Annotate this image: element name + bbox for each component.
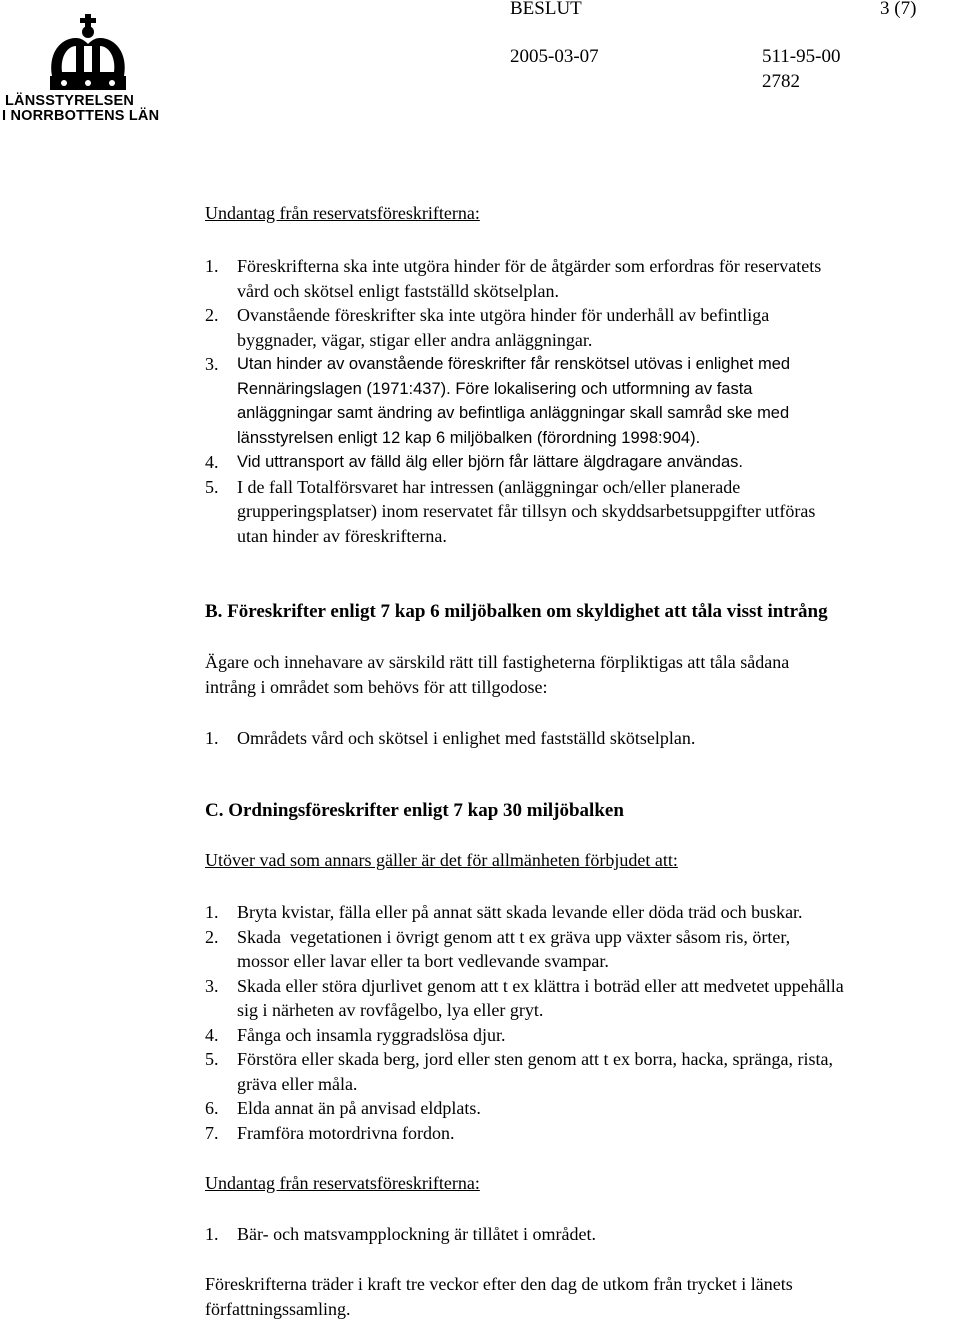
list-item <box>205 726 695 751</box>
exceptions-list-c <box>205 1222 596 1247</box>
item-number: 1. <box>205 902 219 922</box>
item-line: grupperingsplatser) inom reservatet får tillsyn och skyddsarbetsuppgifter utföras <box>237 501 816 521</box>
item-line: Skada eller störa djurlivet genom att t ex klättra i boträd eller att medvetet uppehålla <box>237 975 844 996</box>
item-line: Utan hinder av ovanstående föreskrifter får renskötsel utövas i enlighet med <box>237 355 791 373</box>
list-item <box>205 900 844 925</box>
item-line: Framföra motordrivna fordon. <box>237 1122 455 1143</box>
intro-line: intrång i området som behövs för att tillgodose: <box>205 676 548 697</box>
item-number: 6. <box>205 1098 219 1118</box>
intro-line: Ägare och innehavare av särskild rätt till fastigheterna förpliktigas att tåla sådana <box>205 652 790 672</box>
list-item <box>205 1047 844 1096</box>
exceptions-heading-a: Undantag från reservatsföreskrifterna: <box>205 203 480 223</box>
doc-date: 2005-03-07 <box>510 46 599 67</box>
section-c-list <box>205 900 844 1145</box>
section-c-intro: Utöver vad som annars gäller är det för allmänheten förbjudet att: <box>205 850 678 870</box>
item-number: 2. <box>205 926 219 947</box>
page-number: 3 (7) <box>880 0 917 19</box>
section-b-heading: B. Föreskrifter enligt 7 kap 6 miljöbalken om skyldighet att tåla visst intrång <box>205 601 828 622</box>
doc-type: BESLUT <box>510 0 582 19</box>
item-line: mossor eller lavar eller ta bort vedlevande svampar. <box>237 951 609 971</box>
item-line: Ovanstående föreskrifter ska inte utgöra hinder för underhåll av befintliga <box>237 305 770 325</box>
item-line: utan hinder av föreskrifterna. <box>237 525 447 546</box>
closing-line: författningssamling. <box>205 1298 351 1319</box>
list-item <box>205 1096 844 1121</box>
item-line: I de fall Totalförsvaret har intressen (anläggningar och/eller planerade <box>237 476 741 497</box>
agency-name <box>0 94 176 124</box>
item-line: Vid uttransport av fälld älg eller björn får lättare älgdragare användas. <box>237 453 743 471</box>
agency-name-line1: LÄNSSTYRELSEN <box>5 93 135 109</box>
list-item <box>205 974 844 1023</box>
list-item <box>205 475 821 549</box>
doc-reference-2: 2782 <box>762 71 800 92</box>
closing-line: Föreskrifterna träder i kraft tre veckor efter den dag de utkom från trycket i länets <box>205 1274 793 1294</box>
closing-paragraph <box>205 1272 905 1321</box>
agency-name-line2: I NORRBOTTENS LÄN <box>2 108 160 124</box>
item-line: Områdets vård och skötsel i enlighet med fastställd skötselplan. <box>237 728 696 748</box>
item-number: 7. <box>205 1122 219 1143</box>
list-item <box>205 925 844 974</box>
item-number: 3. <box>205 354 219 374</box>
list-item <box>205 1222 596 1247</box>
item-line: Rennäringslagen (1971:437). Före lokalisering och utformning av fasta <box>237 379 753 398</box>
item-number: 4. <box>205 452 219 472</box>
item-line: Bryta kvistar, fälla eller på annat sätt skada levande eller döda träd och buskar. <box>237 902 803 922</box>
item-number: 2. <box>205 305 219 325</box>
item-number: 3. <box>205 975 219 996</box>
item-line: Fånga och insamla ryggradslösa djur. <box>237 1024 506 1045</box>
exceptions-heading-c: Undantag från reservatsföreskrifterna: <box>205 1173 480 1193</box>
list-item <box>205 352 821 450</box>
item-line: Skada vegetationen i övrigt genom att t ex gräva upp växter såsom ris, örter, <box>237 926 791 947</box>
item-line: Bär- och matsvampplockning är tillåtet i området. <box>237 1224 597 1244</box>
doc-reference: 511-95-00 <box>762 46 841 67</box>
list-item <box>205 1121 844 1146</box>
list-item <box>205 450 821 475</box>
list-item <box>205 1023 844 1048</box>
item-line: anläggningar samt ändring av befintliga anläggningar skall samråd ske med <box>237 404 790 422</box>
list-item <box>205 303 821 352</box>
item-line: Elda annat än på anvisad eldplats. <box>237 1098 481 1118</box>
item-number: 5. <box>205 1049 219 1069</box>
item-line: gräva eller måla. <box>237 1073 358 1094</box>
item-number: 1. <box>205 728 219 748</box>
section-b-list <box>205 726 695 751</box>
item-line: Förstöra eller skada berg, jord eller sten genom att t ex borra, hacka, spränga, rista, <box>237 1049 833 1069</box>
item-line: sig i närheten av rovfågelbo, lya eller gryt. <box>237 1000 544 1020</box>
item-line: länsstyrelsen enligt 12 kap 6 miljöbalken (förordning 1998:904). <box>237 428 701 447</box>
item-line: vård och skötsel enligt fastställd skötselplan. <box>237 280 559 301</box>
item-number: 5. <box>205 476 219 497</box>
item-number: 1. <box>205 256 219 276</box>
item-number: 1. <box>205 1224 219 1244</box>
item-line: byggnader, vägar, stigar eller andra anläggningar. <box>237 329 593 350</box>
section-b-intro <box>205 650 905 699</box>
section-c-heading: C. Ordningsföreskrifter enligt 7 kap 30 miljöbalken <box>205 800 624 821</box>
exceptions-list-a <box>205 254 821 548</box>
item-line: Föreskrifterna ska inte utgöra hinder för de åtgärder som erfordras för reservatets <box>237 256 822 276</box>
agency-logo <box>0 14 176 124</box>
crown-icon <box>42 14 134 94</box>
list-item <box>205 254 821 303</box>
item-number: 4. <box>205 1024 219 1045</box>
